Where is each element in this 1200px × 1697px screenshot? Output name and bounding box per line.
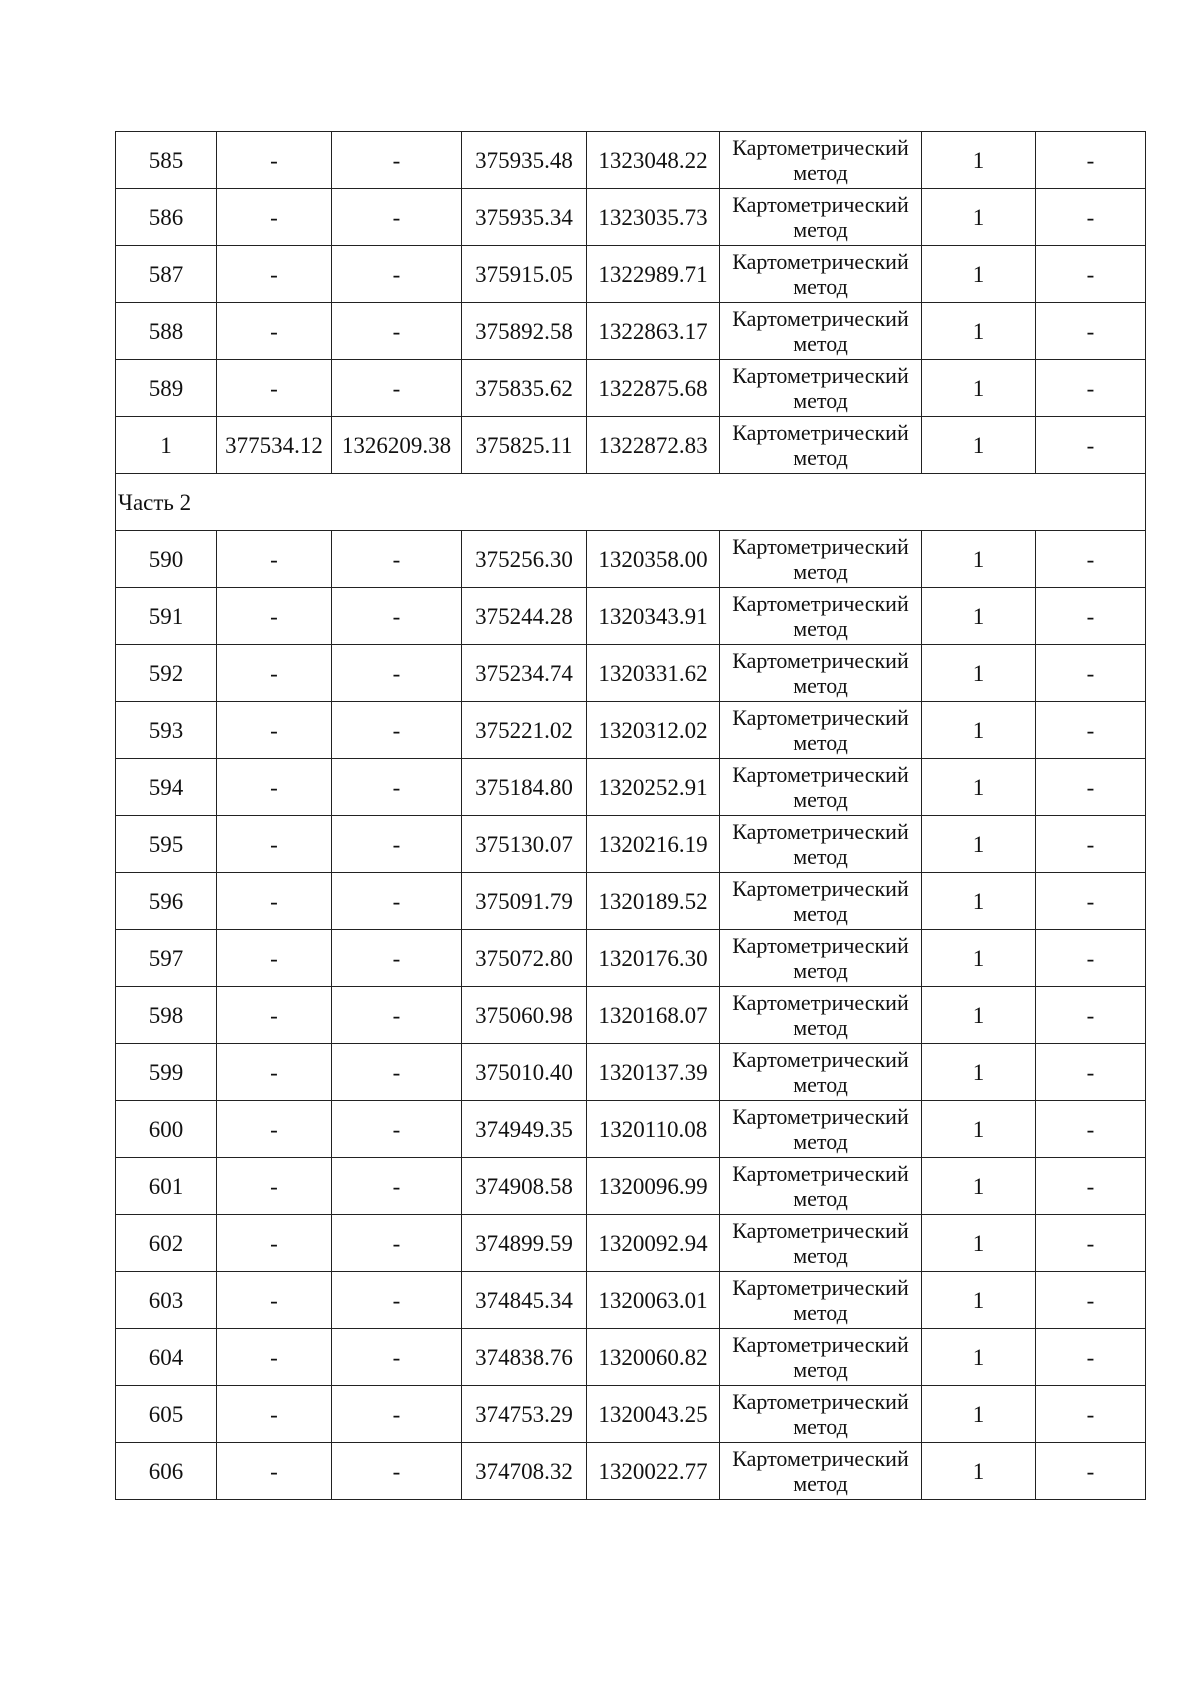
method-line-1: Картометрический [732,876,909,901]
method-line-2: метод [793,160,848,185]
accuracy-cell: 1 [922,360,1036,417]
method-cell [720,1158,922,1215]
old-x-cell: - [217,645,332,702]
old-y-cell: - [332,1101,462,1158]
method-line-2: метод [793,673,848,698]
point-number-cell: 605 [116,1386,217,1443]
table-row [116,303,1146,360]
method-cell [720,303,922,360]
accuracy-cell: 1 [922,189,1036,246]
new-y-cell: 1320189.52 [587,873,720,930]
new-y-cell: 1320312.02 [587,702,720,759]
method-line-1: Картометрический [732,135,909,160]
old-x-cell: - [217,531,332,588]
table-row [116,246,1146,303]
old-y-cell: - [332,1044,462,1101]
method-line-2: метод [793,331,848,356]
new-y-cell: 1320096.99 [587,1158,720,1215]
old-y-cell: - [332,246,462,303]
method-cell [720,1272,922,1329]
new-y-cell: 1322989.71 [587,246,720,303]
table-row [116,1101,1146,1158]
table-row [116,360,1146,417]
new-x-cell: 374838.76 [462,1329,587,1386]
note-cell: - [1036,816,1146,873]
new-y-cell: 1322875.68 [587,360,720,417]
method-cell [720,360,922,417]
accuracy-cell: 1 [922,1386,1036,1443]
accuracy-cell: 1 [922,588,1036,645]
old-x-cell: - [217,360,332,417]
new-x-cell: 374899.59 [462,1215,587,1272]
point-number-cell: 588 [116,303,217,360]
point-number-cell: 595 [116,816,217,873]
table-row [116,588,1146,645]
note-cell: - [1036,1158,1146,1215]
table-row [116,987,1146,1044]
method-line-2: метод [793,1357,848,1382]
method-line-1: Картометрический [732,591,909,616]
point-number-cell: 1 [116,417,217,474]
new-y-cell: 1320110.08 [587,1101,720,1158]
method-line-2: метод [793,217,848,242]
note-cell: - [1036,1044,1146,1101]
new-y-cell: 1320216.19 [587,816,720,873]
old-x-cell: - [217,1044,332,1101]
method-cell [720,930,922,987]
table-row [116,873,1146,930]
note-cell: - [1036,930,1146,987]
point-number-cell: 592 [116,645,217,702]
method-line-1: Картометрический [732,534,909,559]
note-cell: - [1036,1386,1146,1443]
method-line-2: метод [793,787,848,812]
method-cell [720,588,922,645]
old-y-cell: - [332,360,462,417]
method-line-1: Картометрический [732,1332,909,1357]
method-line-2: метод [793,1015,848,1040]
method-line-1: Картометрический [732,420,909,445]
new-x-cell: 374949.35 [462,1101,587,1158]
method-cell [720,1443,922,1500]
table-row [116,1158,1146,1215]
note-cell: - [1036,132,1146,189]
note-cell: - [1036,702,1146,759]
old-x-cell: - [217,588,332,645]
new-y-cell: 1322863.17 [587,303,720,360]
new-y-cell: 1320168.07 [587,987,720,1044]
new-x-cell: 375010.40 [462,1044,587,1101]
new-x-cell: 375234.74 [462,645,587,702]
old-x-cell: - [217,930,332,987]
note-cell: - [1036,417,1146,474]
old-x-cell: - [217,987,332,1044]
old-x-cell: - [217,759,332,816]
old-y-cell: - [332,702,462,759]
method-line-2: метод [793,1243,848,1268]
old-y-cell: - [332,588,462,645]
old-y-cell: 1326209.38 [332,417,462,474]
old-y-cell: - [332,816,462,873]
accuracy-cell: 1 [922,816,1036,873]
method-line-2: метод [793,616,848,641]
accuracy-cell: 1 [922,531,1036,588]
old-y-cell: - [332,303,462,360]
table-row [116,1044,1146,1101]
note-cell: - [1036,1329,1146,1386]
table-row [116,759,1146,816]
method-line-1: Картометрический [732,1104,909,1129]
point-number-cell: 598 [116,987,217,1044]
new-x-cell: 375060.98 [462,987,587,1044]
note-cell: - [1036,873,1146,930]
new-y-cell: 1320022.77 [587,1443,720,1500]
point-number-cell: 599 [116,1044,217,1101]
method-cell [720,987,922,1044]
old-y-cell: - [332,189,462,246]
note-cell: - [1036,1443,1146,1500]
old-y-cell: - [332,873,462,930]
note-cell: - [1036,531,1146,588]
new-y-cell: 1320358.00 [587,531,720,588]
old-x-cell: 377534.12 [217,417,332,474]
method-cell [720,1329,922,1386]
method-line-1: Картометрический [732,990,909,1015]
method-line-1: Картометрический [732,306,909,331]
new-x-cell: 374708.32 [462,1443,587,1500]
old-x-cell: - [217,702,332,759]
method-cell [720,132,922,189]
new-y-cell: 1322872.83 [587,417,720,474]
method-line-1: Картометрический [732,1446,909,1471]
method-cell [720,645,922,702]
old-x-cell: - [217,246,332,303]
method-line-2: метод [793,901,848,926]
method-line-2: метод [793,274,848,299]
point-number-cell: 594 [116,759,217,816]
new-x-cell: 375184.80 [462,759,587,816]
note-cell: - [1036,588,1146,645]
new-x-cell: 375130.07 [462,816,587,873]
new-y-cell: 1323048.22 [587,132,720,189]
accuracy-cell: 1 [922,1272,1036,1329]
note-cell: - [1036,987,1146,1044]
note-cell: - [1036,246,1146,303]
method-line-2: метод [793,445,848,470]
note-cell: - [1036,189,1146,246]
old-x-cell: - [217,1386,332,1443]
old-x-cell: - [217,1329,332,1386]
table-row [116,1272,1146,1329]
method-cell [720,246,922,303]
method-line-2: метод [793,844,848,869]
point-number-cell: 589 [116,360,217,417]
new-x-cell: 375221.02 [462,702,587,759]
accuracy-cell: 1 [922,132,1036,189]
note-cell: - [1036,1101,1146,1158]
method-cell [720,873,922,930]
table-body [116,132,1146,1500]
table-row [116,702,1146,759]
point-number-cell: 593 [116,702,217,759]
old-y-cell: - [332,1272,462,1329]
accuracy-cell: 1 [922,873,1036,930]
new-x-cell: 375935.34 [462,189,587,246]
table-row [116,816,1146,873]
method-line-1: Картометрический [732,762,909,787]
table-row [116,1386,1146,1443]
new-y-cell: 1320331.62 [587,645,720,702]
new-y-cell: 1320343.91 [587,588,720,645]
table-row [116,417,1146,474]
point-number-cell: 596 [116,873,217,930]
method-cell [720,702,922,759]
accuracy-cell: 1 [922,1215,1036,1272]
method-cell [720,1044,922,1101]
new-y-cell: 1320252.91 [587,759,720,816]
accuracy-cell: 1 [922,1044,1036,1101]
method-line-1: Картометрический [732,1161,909,1186]
new-y-cell: 1320092.94 [587,1215,720,1272]
section-row [116,474,1146,531]
new-x-cell: 374753.29 [462,1386,587,1443]
new-x-cell: 375915.05 [462,246,587,303]
table-row [116,1329,1146,1386]
method-line-1: Картометрический [732,705,909,730]
accuracy-cell: 1 [922,246,1036,303]
old-y-cell: - [332,1386,462,1443]
point-number-cell: 585 [116,132,217,189]
accuracy-cell: 1 [922,417,1036,474]
accuracy-cell: 1 [922,1443,1036,1500]
accuracy-cell: 1 [922,303,1036,360]
method-line-2: метод [793,1414,848,1439]
method-line-2: метод [793,1300,848,1325]
point-number-cell: 591 [116,588,217,645]
point-number-cell: 590 [116,531,217,588]
method-cell [720,189,922,246]
point-number-cell: 603 [116,1272,217,1329]
note-cell: - [1036,360,1146,417]
new-x-cell: 375091.79 [462,873,587,930]
method-line-1: Картометрический [732,363,909,388]
method-line-2: метод [793,388,848,413]
table-row [116,531,1146,588]
method-line-1: Картометрический [732,1218,909,1243]
point-number-cell: 604 [116,1329,217,1386]
note-cell: - [1036,645,1146,702]
method-line-2: метод [793,1471,848,1496]
note-cell: - [1036,1215,1146,1272]
point-number-cell: 586 [116,189,217,246]
new-y-cell: 1320060.82 [587,1329,720,1386]
new-y-cell: 1320043.25 [587,1386,720,1443]
method-line-1: Картометрический [732,1047,909,1072]
new-x-cell: 375892.58 [462,303,587,360]
old-y-cell: - [332,1329,462,1386]
point-number-cell: 606 [116,1443,217,1500]
new-x-cell: 374845.34 [462,1272,587,1329]
method-line-2: метод [793,559,848,584]
new-x-cell: 375835.62 [462,360,587,417]
point-number-cell: 597 [116,930,217,987]
method-cell [720,417,922,474]
new-x-cell: 375935.48 [462,132,587,189]
method-cell [720,531,922,588]
method-cell [720,1386,922,1443]
old-x-cell: - [217,189,332,246]
method-line-2: метод [793,1186,848,1211]
accuracy-cell: 1 [922,1158,1036,1215]
old-x-cell: - [217,1443,332,1500]
old-y-cell: - [332,930,462,987]
old-y-cell: - [332,759,462,816]
old-x-cell: - [217,1215,332,1272]
table-row [116,1215,1146,1272]
method-cell [720,759,922,816]
old-y-cell: - [332,1158,462,1215]
table-row [116,189,1146,246]
old-y-cell: - [332,987,462,1044]
accuracy-cell: 1 [922,759,1036,816]
method-line-2: метод [793,1072,848,1097]
method-line-1: Картометрический [732,249,909,274]
point-number-cell: 600 [116,1101,217,1158]
point-number-cell: 602 [116,1215,217,1272]
old-y-cell: - [332,531,462,588]
new-x-cell: 375244.28 [462,588,587,645]
method-line-1: Картометрический [732,819,909,844]
point-number-cell: 587 [116,246,217,303]
old-y-cell: - [332,1215,462,1272]
method-line-2: метод [793,730,848,755]
method-line-1: Картометрический [732,933,909,958]
accuracy-cell: 1 [922,1101,1036,1158]
new-y-cell: 1320063.01 [587,1272,720,1329]
method-line-2: метод [793,958,848,983]
new-x-cell: 375256.30 [462,531,587,588]
old-x-cell: - [217,303,332,360]
accuracy-cell: 1 [922,987,1036,1044]
old-y-cell: - [332,1443,462,1500]
note-cell: - [1036,303,1146,360]
new-y-cell: 1320176.30 [587,930,720,987]
method-line-1: Картометрический [732,1389,909,1414]
method-line-1: Картометрический [732,1275,909,1300]
old-y-cell: - [332,132,462,189]
new-x-cell: 375072.80 [462,930,587,987]
note-cell: - [1036,1272,1146,1329]
old-x-cell: - [217,132,332,189]
table-row [116,930,1146,987]
method-line-1: Картометрический [732,648,909,673]
method-cell [720,1215,922,1272]
method-line-1: Картометрический [732,192,909,217]
note-cell: - [1036,759,1146,816]
accuracy-cell: 1 [922,930,1036,987]
old-x-cell: - [217,873,332,930]
new-y-cell: 1320137.39 [587,1044,720,1101]
old-x-cell: - [217,1158,332,1215]
method-cell [720,816,922,873]
old-x-cell: - [217,1101,332,1158]
coordinates-table [115,131,1146,1500]
table-row [116,645,1146,702]
accuracy-cell: 1 [922,1329,1036,1386]
table-row [116,132,1146,189]
table-row [116,1443,1146,1500]
point-number-cell: 601 [116,1158,217,1215]
section-label: Часть 2 [116,474,1146,531]
old-x-cell: - [217,1272,332,1329]
new-x-cell: 374908.58 [462,1158,587,1215]
accuracy-cell: 1 [922,645,1036,702]
new-x-cell: 375825.11 [462,417,587,474]
method-cell [720,1101,922,1158]
old-y-cell: - [332,645,462,702]
accuracy-cell: 1 [922,702,1036,759]
old-x-cell: - [217,816,332,873]
method-line-2: метод [793,1129,848,1154]
new-y-cell: 1323035.73 [587,189,720,246]
